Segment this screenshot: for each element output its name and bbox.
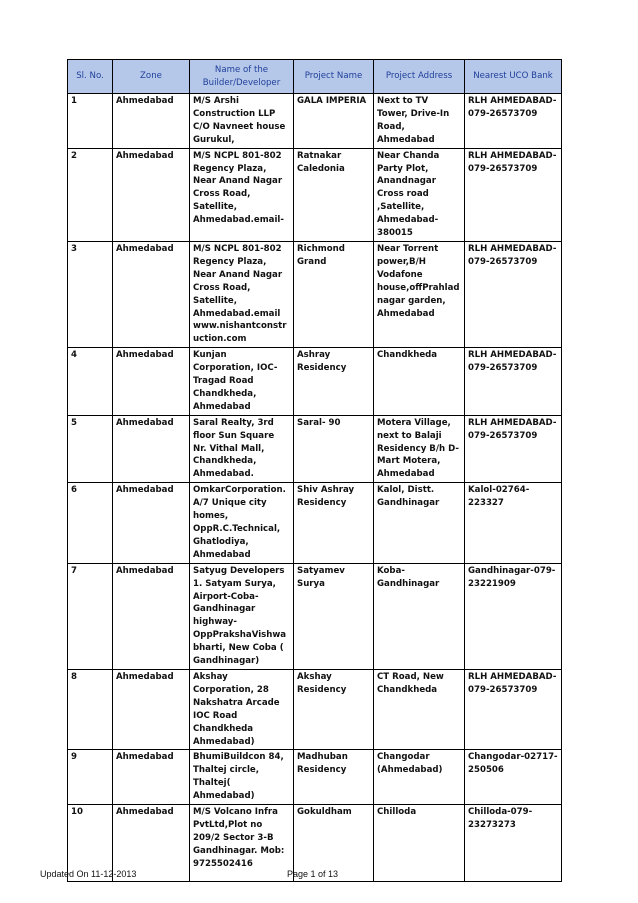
cell-builder: M/S NCPL 801-802 Regency Plaza, Near Anand Nagar Cross Road, Satellite, Ahmedabad.email www.nishantconstruction.com (190, 241, 294, 347)
table-row (68, 669, 562, 749)
cell-builder (190, 148, 294, 241)
cell-zone: Ahmedabad (113, 415, 190, 483)
cell-project-name: Shiv Ashray Residency (294, 483, 374, 563)
cell-nearest-bank: RLH AHMEDABAD-079-26573709 (465, 348, 562, 416)
cell-zone: Ahmedabad (113, 805, 190, 882)
cell-nearest-bank: RLH AHMEDABAD-079-26573709 (465, 415, 562, 483)
header-project-name: Project Name (294, 60, 374, 94)
table-body (68, 94, 562, 882)
cell-project-name: Richmond Grand (294, 241, 374, 347)
cell-nearest-bank: Changodar-02717-250506 (465, 750, 562, 805)
cell-project-name: Satyamev Surya (294, 563, 374, 669)
cell-project-address: Motera Village, next to Balaji Residency B/h D-Mart Motera, Ahmedabad (374, 415, 465, 483)
table-row (68, 241, 562, 347)
cell-project-address: Next to TV Tower, Drive-In Road, Ahmedabad (374, 94, 465, 149)
cell-project-address: CT Road, New Chandkheda (374, 669, 465, 749)
cell-zone: Ahmedabad (113, 148, 190, 241)
updated-date-footer: Updated On 11-12-2013 (40, 869, 137, 879)
cell-project-address: Kalol, Distt. Gandhinagar (374, 483, 465, 563)
table-row (68, 148, 562, 241)
cell-builder-text: M/S NCPL 801-802 Regency Plaza, Near Anand Nagar Cross Road, Satellite, Ahmedabad.email- (193, 150, 284, 226)
cell-project-address: Near Chanda Party Plot, Anandnagar Cross road ,Satellite, Ahmedabad-380015 (374, 148, 465, 241)
cell-nearest-bank: RLH AHMEDABAD-079-26573709 (465, 94, 562, 149)
cell-zone: Ahmedabad (113, 563, 190, 669)
table-header-row (68, 60, 562, 94)
cell-nearest-bank: RLH AHMEDABAD-079-26573709 (465, 148, 562, 241)
cell-nearest-bank: Chilloda-079-23273273 (465, 805, 562, 882)
cell-project-name: Ratnakar Caledonia (294, 148, 374, 241)
header-zone: Zone (113, 60, 190, 94)
header-builder: Name of the Builder/Developer (190, 60, 294, 94)
cell-sl-no: 4 (68, 348, 113, 416)
cell-sl-no: 8 (68, 669, 113, 749)
table-row (68, 415, 562, 483)
cell-project-address: Koba- Gandhinagar (374, 563, 465, 669)
cell-sl-no: 9 (68, 750, 113, 805)
header-sl-no: Sl. No. (68, 60, 113, 94)
cell-builder: OmkarCorporation.A/7 Unique city homes, OppR.C.Technical, Ghatlodiya, Ahmedabad (190, 483, 294, 563)
cell-project-name: Madhuban Residency (294, 750, 374, 805)
cell-builder: Saral Realty, 3rd floor Sun Square Nr. Vithal Mall, Chandkheda, Ahmedabad. (190, 415, 294, 483)
cell-sl-no: 10 (68, 805, 113, 882)
cell-builder: Akshay Corporation, 28 Nakshatra Arcade IOC Road Chandkheda Ahmedabad) (190, 669, 294, 749)
cell-project-name: Saral- 90 (294, 415, 374, 483)
cell-project-address: Chilloda (374, 805, 465, 882)
cell-project-name: Ashray Residency (294, 348, 374, 416)
cell-nearest-bank: RLH AHMEDABAD-079-26573709 (465, 241, 562, 347)
page-number-footer: Page 1 of 13 (287, 869, 339, 879)
cell-zone: Ahmedabad (113, 94, 190, 149)
cell-project-name: GALA IMPERIA (294, 94, 374, 149)
cell-sl-no: 1 (68, 94, 113, 149)
header-nearest-bank: Nearest UCO Bank (465, 60, 562, 94)
table-row (68, 348, 562, 416)
header-project-address: Project Address (374, 60, 465, 94)
cell-zone: Ahmedabad (113, 483, 190, 563)
cell-project-address: Chandkheda (374, 348, 465, 416)
table-row (68, 483, 562, 563)
cell-project-name: Gokuldham (294, 805, 374, 882)
uco-bank-projects-table (67, 59, 562, 882)
cell-builder: BhumiBuildcon 84, Thaltej circle, Thaltej( Ahmedabad) (190, 750, 294, 805)
cell-sl-no: 3 (68, 241, 113, 347)
cell-zone: Ahmedabad (113, 348, 190, 416)
cell-project-address: Changodar (Ahmedabad) (374, 750, 465, 805)
cell-sl-no: 7 (68, 563, 113, 669)
cell-zone: Ahmedabad (113, 750, 190, 805)
cell-project-address: Near Torrent power,B/H Vodafone house,offPrahladnagar garden, Ahmedabad (374, 241, 465, 347)
cell-project-name: Akshay Residency (294, 669, 374, 749)
cell-zone: Ahmedabad (113, 241, 190, 347)
cell-builder: Kunjan Corporation, IOC- Tragad Road Chandkheda, Ahmedabad (190, 348, 294, 416)
cell-sl-no: 5 (68, 415, 113, 483)
cell-nearest-bank: RLH AHMEDABAD-079-26573709 (465, 669, 562, 749)
cell-builder: M/S Volcano Infra PvtLtd,Plot no 209/2 Sector 3-B Gandhinagar. Mob: 9725502416 (190, 805, 294, 882)
cell-sl-no: 2 (68, 148, 113, 241)
table-row (68, 563, 562, 669)
cell-sl-no: 6 (68, 483, 113, 563)
cell-nearest-bank: Gandhinagar-079-23221909 (465, 563, 562, 669)
table-row (68, 750, 562, 805)
cell-zone: Ahmedabad (113, 669, 190, 749)
cell-builder: Satyug Developers 1. Satyam Surya, Airport-Coba-Gandhinagar highway-OppPrakshaVishwabharti, New Coba ( Gandhinagar) (190, 563, 294, 669)
cell-nearest-bank: Kalol-02764-223327 (465, 483, 562, 563)
table-row (68, 94, 562, 149)
cell-builder: M/S Arshi Construction LLP C/O Navneet house Gurukul, (190, 94, 294, 149)
